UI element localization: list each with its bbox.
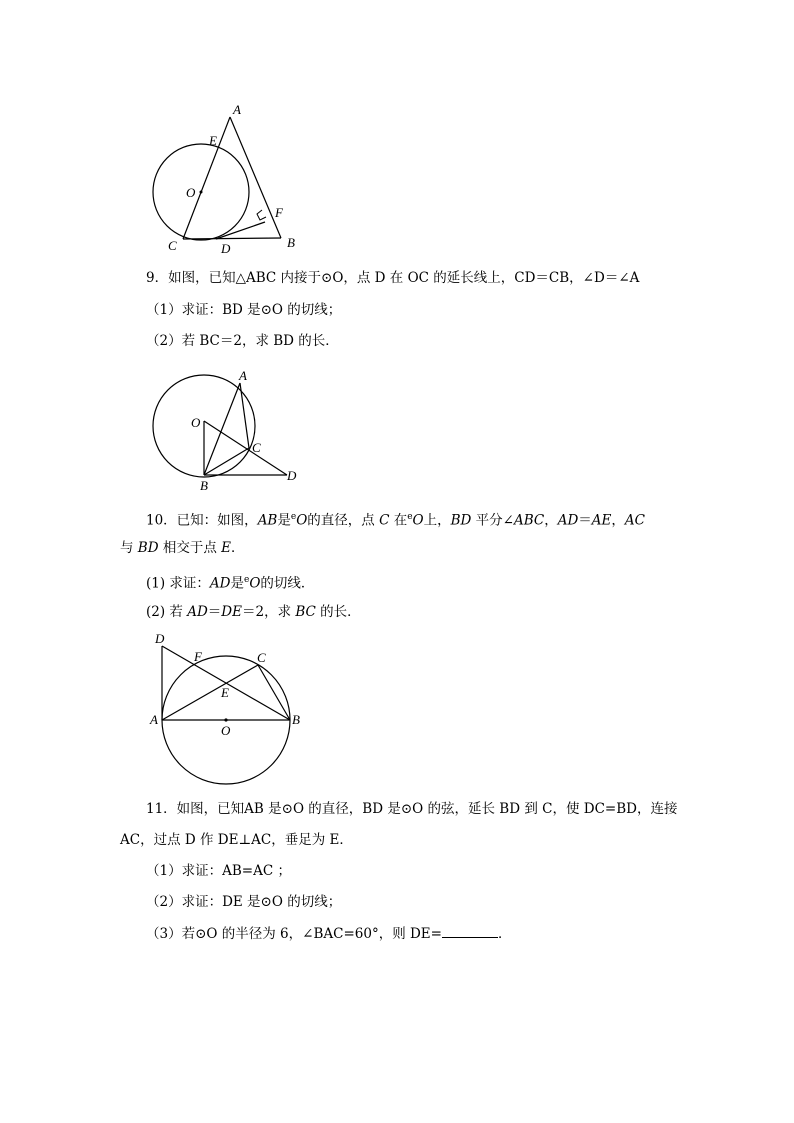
segment-ba	[204, 383, 240, 475]
segment-ac	[240, 383, 249, 448]
circle-symbol-icon: e	[244, 575, 250, 585]
label-o: O	[221, 723, 231, 738]
circle-symbol-icon: e	[407, 512, 413, 522]
q10-part2: (2) 若 AD＝DE＝2，求 BC 的长．	[146, 604, 361, 620]
q10-line2: 与 BD 相交于点 E．	[120, 540, 245, 556]
label-b: B	[200, 478, 208, 493]
label-d: D	[155, 631, 165, 646]
q9-stem: 9．如图，已知△ABC 内接于⊙O，点 D 在 OC 的延长线上，CD＝CB，∠D＝∠A	[146, 270, 640, 286]
label-d: D	[221, 241, 231, 256]
label-c: C	[257, 650, 266, 665]
label-o: O	[186, 185, 196, 200]
label-a: A	[233, 102, 241, 117]
segment-ab	[230, 117, 281, 238]
q10-part1: (1) 求证：AD是$^e$O的切线．	[146, 575, 315, 592]
label-e: E	[221, 685, 229, 700]
label-c: C	[252, 440, 261, 455]
label-a: A	[150, 712, 158, 727]
right-angle-mark	[257, 210, 266, 220]
q11-part3: （3）若⊙O 的半径为 6，∠BAC=60°，则 DE= ．	[146, 926, 512, 942]
q10-line1: 10．已知：如图，AB是$^e$O的直径，点 C 在$^e$O上，BD 平分∠ABC，AD＝AE，AC	[146, 512, 645, 529]
q9-part1: （1）求证：BD 是⊙O 的切线；	[146, 302, 342, 318]
center-point	[200, 191, 203, 194]
segment-ac	[183, 117, 230, 239]
circle-symbol-icon: e	[290, 512, 297, 522]
label-f: F	[194, 649, 202, 664]
q11-part2: （2）求证：DE 是⊙O 的切线；	[146, 894, 342, 910]
q9-part2: （2）若 BC＝2，求 BD 的长．	[146, 333, 339, 349]
segment-df	[216, 222, 265, 239]
label-f: F	[275, 205, 283, 220]
figure-circle-triangle-2	[140, 366, 310, 496]
segment-bc	[204, 448, 249, 475]
segment-cb	[258, 665, 290, 720]
label-b: B	[292, 712, 300, 727]
q11-stem: 11．如图，已知AB 是⊙O 的直径，BD 是⊙O 的弦，延长 BD 到 C，使 DC=BD，连接	[146, 801, 678, 817]
figure-circle-triangle-3	[140, 628, 310, 788]
label-a: A	[239, 368, 247, 383]
q11-part1: （1）求证：AB=AC ；	[146, 863, 291, 879]
label-c: C	[168, 238, 177, 253]
answer-blank[interactable]	[442, 925, 498, 938]
figure-circle-triangle-1	[140, 98, 310, 258]
label-b: B	[287, 235, 295, 250]
label-d: D	[287, 468, 297, 483]
label-o: O	[191, 415, 201, 430]
center-point	[224, 718, 227, 721]
segment-cb	[183, 238, 281, 239]
label-e: E	[209, 133, 217, 148]
q11-stem2: AC，过点 D 作 DE⊥AC，垂足为 E．	[120, 832, 353, 848]
